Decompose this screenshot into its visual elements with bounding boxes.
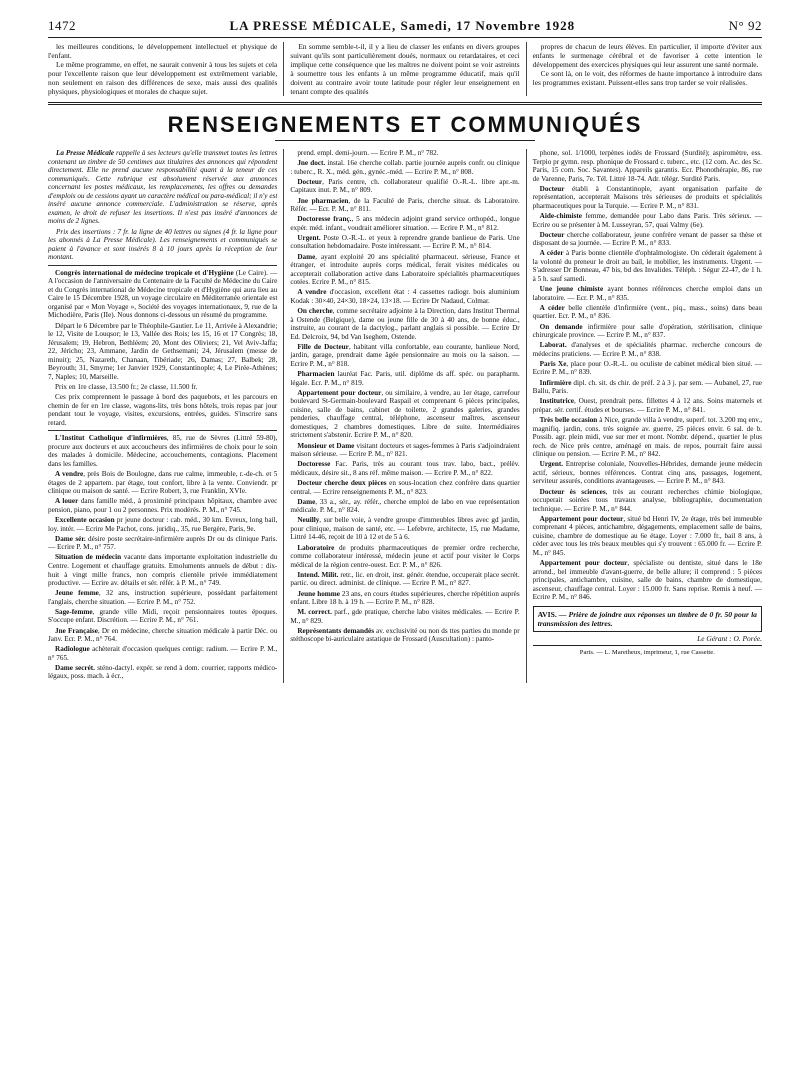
ad-text: pr jeune docteur : cab. méd., 30 km. Evreux, long bail, loy. intér. — Ecrire Me Pachot, cons. juridiq., 35, rue Bergère, Paris, 9e.	[48, 516, 278, 533]
ad-heading: Jeune femme	[55, 589, 99, 598]
ad-heading: Docteur	[297, 177, 323, 186]
classified-ad	[290, 389, 519, 440]
ad-text: dipl. ch. sit. ds chir. de préf. 2 à 3 j. par sem. — Aubanel, 27, rue Ballu, Paris.	[532, 378, 762, 396]
classified-ad	[533, 323, 762, 340]
classified-ad	[290, 460, 519, 477]
ad-text: , ou similaire, à vendre, au 1er étage, carrefour boulevard St-Germain-boulevard Raspail et comprenant 6 pièces principales, cuisine, salle de bains, cabinet de toilette, 2 grandes galeries, grandes penderies, chauffage central, téléphone, ascenseur maîtres, ascenseur domestiques, 2 chambres domestiques. Libre de suite. Intermédiaires strictement s'abstenir. Ecrire P. M., n° 820.	[290, 388, 520, 440]
notice-text: — Prière de joindre aux réponses un timbre de 0 fr. 50 pour la transmission des lettres.	[537, 609, 757, 628]
ad-text: dans famille méd., à proximité principaux hôpitaux, chambre avec pension, piano, pour 1 ou 2 personnes. Prix modérés. P. M., n° 745.	[48, 497, 278, 514]
classified-ad	[290, 149, 519, 158]
classified-ad	[290, 178, 519, 195]
classified-ad	[290, 197, 519, 214]
ad-heading: A vendre	[55, 470, 84, 479]
classified-ad	[290, 544, 519, 570]
paragraph: propres de chacun de leurs élèves. En particulier, il importe d'éviter aux enfants le surmenage cérébral et de favoriser à cette intention le développement des exercices physiques qui leur assurent une santé normale.	[532, 42, 762, 69]
classified-ad	[533, 379, 762, 396]
classified-ad	[48, 322, 277, 382]
ad-heading: Neuilly	[297, 516, 320, 525]
ad-text: av. exclusivité ou non ds ttes parties du monde pr stéthoscope bi-auriculaire astatique de Frossard (Auscultation) : panto-	[290, 626, 520, 644]
ad-text: lauréat Fac. Paris, util. diplôme ds aff. spéc. ou parapharm. légale. Ecr. P. M., n° 819.	[290, 370, 520, 387]
classified-ad	[48, 149, 277, 226]
ad-heading: Monsieur et Dame	[297, 441, 355, 450]
ad-text: (Le Caire). — A l'occasion de l'anniversaire du Centenaire de la Faculté de Médecine du Caire et du Congrès international de Médecine tropicale et d'Hygiène qui aura lieu au Caire le 15 Décembre 1928, un voyage circulaire en Méditerranée orientale est organisé par « Mon Voyage », Société des voyages internationaux, 9, rue de la Michodière, Paris (IIe). Nous donnons ci-dessous un résumé du programme.	[48, 268, 278, 320]
classified-ad	[533, 341, 762, 358]
ad-heading: Une jeune chimiste	[539, 285, 604, 294]
ad-text: à Paris bonne clientèle d'ophtalmologiste. On céderait également à la volonté du preneur le droit au bail, le mobilier, les instruments. Urgent. — S'adresser Dr Bonneau, 47 bis, bd des Invalides. Téléph. : Ségur 22-47, de 1 h. à 5 h. sauf samedi.	[532, 249, 762, 284]
running-head	[48, 18, 762, 38]
rule	[48, 430, 277, 431]
ad-heading: On cherche	[297, 307, 333, 316]
ad-text: de produits pharmaceutiques de premier ordre recherche, comme collaborateur intéressé, médecin jeune et actif pour visiter le Corps médical de la région centre-ouest. Ecr. P. M., n° 826.	[290, 543, 520, 569]
ad-heading: Jeune homme	[297, 589, 340, 598]
journal-title: LA PRESSE MÉDICALE, Samedi, 17 Novembre 1928	[229, 18, 576, 33]
classified-ad	[48, 645, 277, 662]
top-column-3	[526, 42, 762, 96]
ad-text: Entreprise coloniale, Nouvelles-Hébrides, demande jeune médecin actif, sérieux, bonnes références. Contrat cinq ans, passages, logement, serviteur assurés, conditions avantageuses. — Ecrire P. M., n° 843.	[532, 460, 762, 486]
ad-text: , sur belle voie, à vendre groupe d'immeubles libres avec gd jardin, pour clinique, maison de santé, etc. — Lefebvre, architecte, 15, rue Madame, Littré 14-46, reçoit de 10 à 12 et de 5 à 6.	[290, 516, 520, 542]
classified-ad	[533, 488, 762, 514]
article-continuation	[48, 42, 762, 96]
ad-text: , ayant exploité 20 ans spécialité pharmaceut. sérieuse, France et étranger, et introduite auprès corps médical, ferait visites médicales ou accepterait collaboration active dans Laboratoire spécialités pharmaceutiques cotées. Ecrire P. M., n° 815.	[290, 252, 520, 287]
ad-text: , spécialiste ou dentiste, situé dans le 18e arrond., bel immeuble d'avant-guerre, de belle allure; il comprend : 5 pièces principales, antichambre, cuisine, salle de bains, chambre de domestique, ascenseur, chauffage central. Loyer : 15.000 fr. Sans reprise. Remis à neuf. — Ecrire P. M., n° 846.	[532, 559, 762, 602]
ad-heading: M. correct.	[297, 608, 332, 617]
ad-heading: Appartement pour docteur	[297, 388, 382, 397]
ad-text: , place pour O.-R.-L. ou oculiste de cabinet médical bien situé. — Ecrire P. M., n° 839.	[532, 359, 762, 377]
ad-text: d'occasion, excellent état : 4 cassettes radiogr. bois aluminium Kodak : 30×40, 24×30, 18×24, 13×18. — Ecrire Dr Nadaud, Colmar.	[290, 288, 520, 305]
classified-ad	[48, 608, 277, 625]
section-title: RENSEIGNEMENTS ET COMMUNIQUÉS	[167, 112, 643, 137]
classified-ad	[48, 627, 277, 644]
classified-ad	[290, 253, 519, 287]
ad-heading: On demande	[539, 322, 583, 331]
ad-heading: Sage-femme	[55, 607, 93, 616]
ad-heading: Dame	[297, 497, 316, 506]
ad-text: retr., lic. en droit, inst. génér. étendue, occuperait place secrét. partic. ou direct. administ. de clinique. — Ecrire P. M., n° 827.	[290, 570, 520, 588]
ad-heading: Infirmière	[539, 378, 572, 387]
ad-text: , de la Faculté de Paris, cherche situat. ds Laboratoire. Référ. — Ecr. P. M., n° 811.	[290, 196, 520, 214]
ad-text: infirmière pour salle d'opération, stérilisation, clinique chirurgicale province. — Ecrire P. M., n° 837.	[532, 322, 762, 340]
classified-ad	[290, 571, 519, 588]
ad-text: belle clientèle d'infirmière (vent., piq., mass., soins) dans beau quartier. Ecr. P. M., n° 836.	[532, 303, 762, 321]
ad-heading: Docteur cherche deux pièces	[297, 479, 387, 487]
ad-text: , 32 ans, instruction supérieure, possédant parfaitement l'anglais, cherche situation. — Ecrire P. M., n° 752.	[48, 589, 278, 606]
classified-ad	[533, 515, 762, 558]
classified-ad	[48, 383, 277, 392]
ad-heading: Jne doct.	[297, 159, 326, 168]
classified-ad	[48, 228, 277, 262]
ad-text: ayant bonnes références cherche emploi dans un laboratoire. — Ecr. P. M., n° 835.	[532, 285, 762, 302]
ad-heading: Aide-chimiste	[539, 212, 582, 221]
ad-text: , 33 a., sér., ay. référ., cherche emploi de labo en vue représentation médicale. P. M., n° 824.	[290, 497, 520, 515]
ad-text: , 85, rue de Sèvres (Littré 59-80), procure aux docteurs et aux accoucheurs des infirmières de choix pour le soin des malades à domicile. Médecine, accouchements, contagions. Placement dans les familles.	[48, 434, 278, 468]
ad-text: prend. empl. demi-journ. — Ecrire P. M., n° 782.	[297, 149, 439, 157]
ad-heading: Fille de Docteur	[297, 342, 349, 351]
ad-text: phone, sol. 1/1000, terpènes iodés de Frossard (Surdité); aspiromètre, ess. Terpio pr gymn. resp. phonique de Frossard c. tuberc., etc. (12 com. Ac. des Sc. Paris, 15 com. Soc. Savantes). Appareils garantis. Ecr. Phonothérapie, 86, rue de Varenne, Paris, 7e. Tél. Littré 18-74. Adr. télégr. Surdité Paris.	[532, 149, 762, 183]
ad-text: achèterait d'occasion quelques centigr. radium. — Ecrire P. M., n° 765.	[48, 645, 278, 662]
classified-ad	[48, 470, 277, 496]
ad-heading: La Presse Médicale	[56, 149, 115, 157]
ad-heading: Appartement pour docteur	[539, 514, 624, 523]
notice-box	[533, 606, 762, 632]
classified-ad	[290, 479, 519, 496]
ad-heading: Pharmacien	[297, 370, 335, 379]
classified-ad	[290, 627, 519, 644]
classified-ad	[533, 360, 762, 377]
classified-ad	[48, 664, 277, 681]
ad-heading: Appartement pour docteur	[539, 559, 628, 568]
classified-ad	[290, 343, 519, 369]
ad-heading: Jne pharmacien	[297, 196, 349, 205]
ad-text: Prix des insertions : 7 fr. la ligne de 40 lettres ou signes (4 fr. la ligne pour les abonnés à La Presse Médicale). Les renseignements et communiqués se paient à l'avance et sont insérés 8 à 10 jours après la réception de leur montant.	[48, 227, 278, 262]
ad-heading: Intend. Milit.	[297, 570, 339, 579]
classified-ad	[533, 460, 762, 486]
ad-text: , grande ville Midi, reçoit pensionnaires toutes époques. S'occupe enfant. Discrétion. — Ecrire P. M., n° 761.	[48, 607, 278, 625]
printer-imprint: Paris. — L. Maretheux, imprimeur, 1, rue Cassette.	[579, 649, 715, 657]
ad-heading: Très belle occasion	[539, 415, 598, 424]
ad-heading: Dame sér.	[55, 534, 86, 543]
ad-text: , près Bois de Boulogne, dans rue calme, immeuble, r.-de-ch. et 5 étages de 2 appartem. par étage, tout confort, libre à la vente. Conviendr. pr clinique ou maison de santé. — Ecrire Robert, 3, rue Franklin, XVIe.	[48, 470, 278, 496]
ad-text: Poste O.-R.-L. et yeux à reprendre grande banlieue de Paris. Une consultation hebdomadaire. Poste intéressant. — Ecrire P. M., n° 814.	[290, 233, 520, 251]
ad-text: en sous-location chez confrère dans quartier central. — Ecrire renseignements P. M., n° 823.	[290, 479, 520, 496]
ad-text: , comme secrétaire adjointe à la Direction, dans Institut Thermal à Ostende (Belgique), dame ou jeune fille de 30 à 40 ans, de bonne éduc., instruite, au courant de la dactylog., parlant anglais si possible. — Ecrire Dr Ed. Delcroix, 94, bd Van Iseghem, Ostende.	[290, 307, 520, 341]
ad-heading: Situation de médecin	[55, 553, 122, 562]
ad-heading: Urgent.	[539, 460, 564, 469]
ad-text: Départ le 6 Décembre par le Théophile-Gautier. Le 11, Arrivée à Alexandrie; le 12, Visite de Louqsor; le 13, Vallée des Rois; les 15, 16 et 17 Congrès; 18, Jérusalem; 19, Hebron, Bethléem; 20, Mont des Oliviers; 21, Vel Aviv-Jaffa; 22, Jéricho; 23, Ammane, Jardin de Gethsemani; 24, Jérusalem (messe de minuit); 25, Nazareth, Chanaan, Tibériade; 26, Damas; 27, Balbek; 28, Beyrouth; 31, Smyrne; 1er Janvier 1929, Constantinople; 4, Le Pirée-Athènes; 7, Naples; 10, Marseille.	[48, 321, 278, 381]
ad-text: vacante dans importante exploitation industrielle du Centre. Logement et chauffage gratuits. Emoluments annuels de début : dix-huit à vingt mille francs, non compris clientèle privée immédiatement productive. — Ecrire av. détails et sér. référ. à P. M., n° 749.	[48, 553, 278, 588]
ad-text: 23 ans, en cours études supérieures, cherche répétition auprès enfant. Libre 18 h. à 19 h. — Ecrire P. M., n° 828.	[290, 589, 520, 607]
ad-heading: Docteur	[539, 230, 565, 239]
page-number: 1472	[48, 18, 76, 33]
classified-ad	[290, 608, 519, 625]
notice-lead: AVIS.	[537, 609, 557, 619]
ad-text: Ces prix comprennent le passage à bord des paquebots, et les parcours en chemin de fer en 1re classe, wagons-lits, très bons hôtels, trois repas par jour pendant tout le voyage, visites, excursions, entrées, guides. S'inscrire sans retard.	[48, 393, 278, 427]
classified-ad	[533, 397, 762, 414]
title-underline	[275, 140, 535, 141]
classified-ad	[533, 304, 762, 321]
ad-text: rappelle à ses lecteurs qu'elle transmet toutes les lettres contenant un timbre de 50 centimes aux titulaires des annonces qui répondent directement. Elle ne prend aucune responsabilité quant à la teneur de ces communiqués. Cette rubrique est absolument réservée aux annonces concernant les postes médicaux, les remplacements, les offres ou demandes d'emplois ou de cessions ayant un caractère médical ou para-médical; il n'y est inséré aucune annonce commerciale. L'administration se réserve, après examen, le droit de refuser les insertions. Il n'est pas inséré d'annonces de moins de 2 lignes.	[48, 149, 278, 226]
paragraph: Le même programme, en effet, ne saurait convenir à tous les sujets et cela pour l'excellente raison que leur développement est extrêmement variable, non seulement en raison des différences de sexe, mais aussi des qualités physiques, physiologiques et morales de chaque sujet.	[48, 60, 278, 96]
classified-ad	[533, 285, 762, 302]
ad-text: Prix en 1re classe, 13.500 fr.; 2e classe, 11.500 fr.	[55, 383, 198, 391]
ad-text: parf., gde pratique, cherche labo visites médicales. — Ecrire P. M., n° 829.	[290, 608, 520, 625]
classified-ad	[48, 393, 277, 427]
ad-text: visitant docteurs et sages-femmes à Paris s'adjoindraient maison sérieuse. — Ecrire P. M., n° 821.	[290, 441, 520, 459]
classified-ad	[290, 516, 519, 542]
ad-text: établi à Constantinople, ayant organisation parfaite de représentation, accepterait Maisons très sérieuses de produits et spécialités pharmaceutiques pour la Turquie. — Ecrire P. M., n° 831.	[532, 184, 762, 210]
classified-ad	[48, 497, 277, 514]
ad-text: femme, demandée pour Labo dans Paris. Très sérieux. — Ecrire ou se présenter à M. Lusseyran, 57, quai Valmy (6e).	[532, 212, 762, 229]
classified-ad	[533, 212, 762, 229]
classified-ad	[290, 498, 519, 515]
classified-ad	[533, 231, 762, 248]
ad-text: à Nice, grande villa à vendre, superf. tot. 3.200 mq env., magnifiq. jardin, cons. très soignée av. guerre, 25 pièces envir. 6 sal. de b. Possib. agr. plein midi, vue sur mer et mont. Nombr. dépend., quartier le plus rech. de Nice près centre, aménagé en mais. de repos, pourrait faire aussi clinique ou pension. — Ecrire P. M., n° 842.	[532, 415, 762, 459]
classified-ad	[290, 370, 519, 387]
ad-text: cherche collaborateur, jeune confrère venant de passer sa thèse et disposant de sa journée. — Ecrire P. M., n° 833.	[532, 230, 762, 248]
classified-ad	[533, 185, 762, 211]
ad-heading: Radiologue	[55, 645, 90, 654]
ad-heading: Paris Xe	[539, 359, 567, 368]
ad-heading: L'Institut Catholique d'infirmières	[55, 434, 167, 443]
ad-text: instal. 16e cherche collab. partie journée auprès confr. ou clinique : tuberc., R. X., méd. gén., gynéc.-méd. — Ecrire P. M., n° 808.	[290, 159, 520, 176]
manager-signature: Le Gérant : O. Porée.	[533, 635, 762, 647]
classified-ad	[290, 215, 519, 232]
ad-heading: Urgent.	[297, 233, 321, 242]
classified-ad	[290, 442, 519, 459]
classifieds-columns	[48, 149, 762, 683]
rule	[48, 265, 277, 266]
classifieds-column-3	[526, 149, 762, 683]
ad-text: , Paris centre, ch. collaborateur qualifié O.-R.-L. libre apr.-m. Capitaux inut. P. M., n° 809.	[290, 177, 520, 195]
paragraph: Ce sont là, on le voit, des réformes de haute importance à introduire dans les programmes existant. Puissent-elles sans trop tarder se voir réalisées.	[532, 69, 762, 87]
top-column-2	[283, 42, 525, 96]
ad-text: , Ouest, prendrait pens. fillettes 4 à 12 ans. Soins maternels et prépar. sér. certif. études et bourses. — Ecrire P. M., n° 841.	[532, 397, 762, 414]
ad-heading: Docteur	[539, 184, 565, 193]
top-column-1	[48, 42, 283, 96]
classified-ad	[533, 416, 762, 459]
ad-heading: Jne Française	[55, 626, 98, 635]
classified-ad	[48, 269, 277, 320]
newspaper-page	[48, 18, 762, 683]
ad-text: d'analyses et de spécialités pharmac. recherche concours de médecins praticiens. — Ecrire P. M., n° 838.	[532, 341, 762, 358]
ad-heading: Congrès international de médecine tropicale et d'Hygiène	[55, 268, 234, 277]
ad-heading: Institutrice	[539, 397, 574, 406]
ad-text: , très au courant recherches chimie biologique, occuperait soirées tous travaux analyse, bibliographie, documentation technique. — Ecrire P. M., n° 844.	[532, 487, 762, 513]
ad-heading: A céder	[539, 249, 564, 258]
ad-text: , Dr en médecine, cherche situation médicale à partir Déc. ou Janv. Ecr. P. M., n° 764.	[48, 626, 278, 644]
classified-ad	[48, 589, 277, 606]
ad-text: , situé bd Henri IV, 2e étage, très bel immeuble comprenant 4 pièces, antichambre, dégagements, emplacement salle de bains, cuisine, chambre de domestique au 6e étage. Loyer : 7.000 fr., bail 8 ans, à céder avec tous les très beaux meubles qui s'y trouvent : 65.000 fr. — Ecrire P. M., n° 845.	[532, 514, 762, 557]
issue-number: N° 92	[728, 18, 762, 33]
classified-ad	[290, 234, 519, 251]
classified-ad	[290, 307, 519, 341]
classifieds-column-2	[283, 149, 525, 683]
ad-text: , habitant villa confortable, eau courante, banlieue Nord, jardin, garage, prendrait dame âgée pensionnaire au mois ou la saison. — Ecrire P. M., n° 818.	[290, 342, 520, 368]
classified-ad	[48, 535, 277, 552]
ad-text: sténo-dactyl. expér. se rend à dom. courrier, rapports médico-légaux, poss. mach. à écr.,	[48, 663, 278, 681]
classifieds-column-1	[48, 149, 283, 683]
section-divider	[48, 102, 762, 106]
classified-ad	[290, 159, 519, 176]
ad-heading: A vendre	[297, 288, 327, 297]
classified-ad	[48, 516, 277, 533]
classified-ad	[533, 249, 762, 283]
ad-heading: Laborat.	[539, 341, 567, 350]
ad-heading: Doctoresse franç.	[297, 215, 352, 224]
ad-heading: A louer	[55, 497, 79, 506]
classified-ad	[533, 559, 762, 602]
paragraph: En somme semble-t-il, il y a lieu de classer les enfants en divers groupes suivant qu'ils sont particulièrement doués, normaux ou retardataires, et ceci implique cette conséquence que les maîtres ne doivent point se voir astreints à soumettre tous les enfants à un même programme éducatif, mais qu'il doivent au contraire avoir toute latitude pour régler leur enseignement en tenant compte des qualités	[290, 42, 520, 96]
ad-heading: Excellente occasion	[55, 516, 115, 525]
ad-text: , 5 ans médecin adjoint grand service orthopéd., longue expér. méd. infant., voudrait améliorer situation. — Ecrire P. M., n° 812.	[290, 215, 520, 232]
ad-heading: Représentants demandés	[297, 626, 375, 635]
classified-ad	[290, 590, 519, 607]
ad-text: désire poste secrétaire-infirmière auprès Dr ou ds clinique Paris. — Ecrire P. M., n° 757.	[48, 534, 278, 552]
ad-heading: Docteur ès sciences	[539, 487, 606, 496]
classified-ad	[290, 288, 519, 305]
classified-ad	[48, 434, 277, 468]
ad-heading: Laboratoire	[297, 543, 335, 552]
paragraph: les meilleures conditions, le développement intellectuel et physique de l'enfant.	[48, 42, 278, 60]
ad-heading: Dame secrét.	[55, 663, 95, 672]
ad-heading: A céder	[539, 303, 565, 312]
classified-ad	[533, 149, 762, 183]
classified-ad	[48, 553, 277, 587]
ad-text: Fac. Paris, très au courant tous trav. labo, bact., prélèv. médicaux, désire sit., 8 ans réf. même maison. — Ecrire P. M., n° 822.	[290, 460, 520, 477]
ad-heading: Doctoresse	[297, 460, 331, 469]
ad-heading: Dame	[297, 252, 316, 261]
